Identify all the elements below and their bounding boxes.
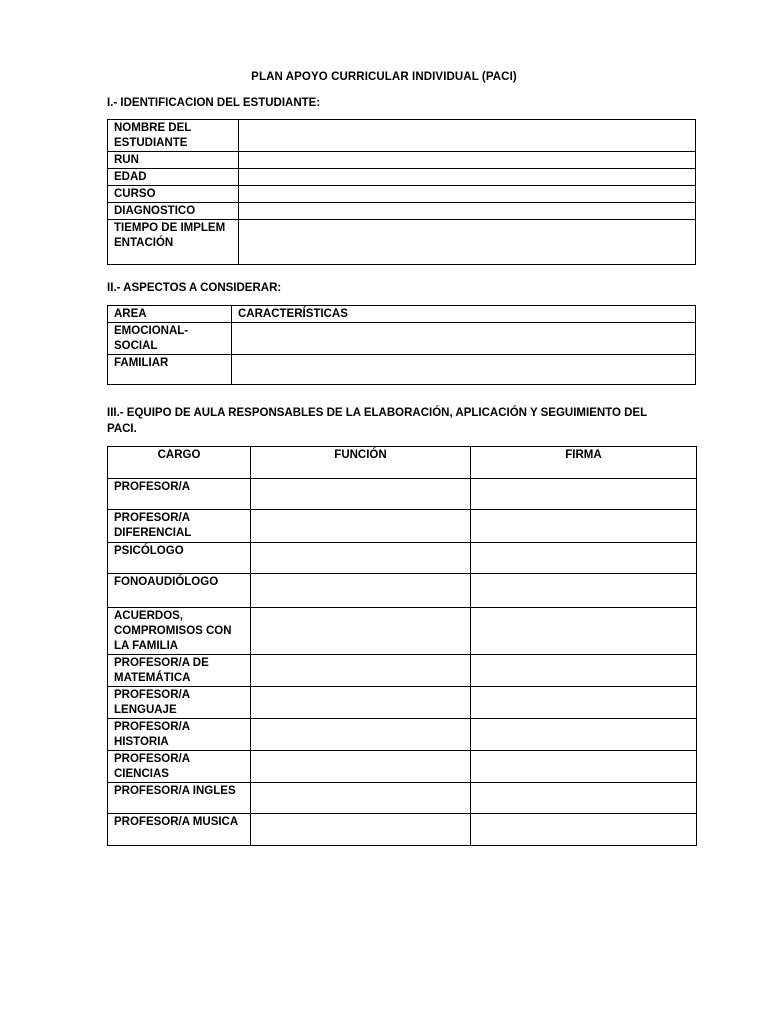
row-label-run: RUN <box>108 152 239 169</box>
section-identificacion-heading: I.- IDENTIFICACION DEL ESTUDIANTE: <box>107 97 321 109</box>
row-label-diagnostico: DIAGNOSTICO <box>108 203 239 220</box>
funcion-cell[interactable] <box>251 510 471 543</box>
table-row <box>108 323 696 355</box>
funcion-cell[interactable] <box>251 783 471 814</box>
cargo-cell: FONOAUDIÓLOGO <box>108 574 251 608</box>
cargo-cell: PROFESOR/A LENGUAJE <box>108 687 251 719</box>
cargo-cell: PROFESOR/A INGLES <box>108 783 251 814</box>
table-row <box>108 751 697 783</box>
table-header-row <box>108 447 697 479</box>
cargo-cell: PROFESOR/A MUSICA <box>108 814 251 846</box>
header-funcion: FUNCIÓN <box>251 447 471 479</box>
firma-cell[interactable] <box>471 751 697 783</box>
table-row <box>108 220 696 265</box>
cargo-cell: ACUERDOS, COMPROMISOS CON LA FAMILIA <box>108 608 251 655</box>
funcion-cell[interactable] <box>251 655 471 687</box>
equipo-table <box>107 446 697 846</box>
header-firma: FIRMA <box>471 447 697 479</box>
table-row <box>108 510 697 543</box>
header-area: AREA <box>108 306 232 323</box>
row-label-emocional-social: EMOCIONAL-SOCIAL <box>108 323 232 355</box>
field-edad[interactable] <box>239 169 696 186</box>
cargo-cell: PSICÓLOGO <box>108 543 251 574</box>
row-label-tiempo-implementacion: TIEMPO DE IMPLEMENTACIÓN <box>108 220 239 265</box>
firma-cell[interactable] <box>471 783 697 814</box>
row-label-familiar: FAMILIAR <box>108 355 232 385</box>
firma-cell[interactable] <box>471 655 697 687</box>
row-label-curso: CURSO <box>108 186 239 203</box>
firma-cell[interactable] <box>471 510 697 543</box>
field-nombre-estudiante[interactable] <box>239 120 696 152</box>
funcion-cell[interactable] <box>251 574 471 608</box>
table-row <box>108 814 697 846</box>
firma-cell[interactable] <box>471 543 697 574</box>
funcion-cell[interactable] <box>251 687 471 719</box>
section-equipo-heading: III.- EQUIPO DE AULA RESPONSABLES DE LA ELABORACIÓN, APLICACIÓN Y SEGUIMIENTO DEL PACI. <box>107 407 647 435</box>
table-row <box>108 479 697 510</box>
field-run[interactable] <box>239 152 696 169</box>
table-row <box>108 608 697 655</box>
firma-cell[interactable] <box>471 719 697 751</box>
firma-cell[interactable] <box>471 814 697 846</box>
funcion-cell[interactable] <box>251 719 471 751</box>
table-row <box>108 543 697 574</box>
field-diagnostico[interactable] <box>239 203 696 220</box>
row-label-nombre: NOMBRE DEL ESTUDIANTE <box>108 120 239 152</box>
identificacion-table <box>107 119 696 265</box>
header-caracteristicas: CARACTERÍSTICAS <box>232 306 696 323</box>
table-row <box>108 152 696 169</box>
table-row <box>108 719 697 751</box>
field-familiar[interactable] <box>232 355 696 385</box>
table-header-row <box>108 306 696 323</box>
field-curso[interactable] <box>239 186 696 203</box>
field-tiempo-implementacion[interactable] <box>239 220 696 265</box>
table-row <box>108 120 696 152</box>
funcion-cell[interactable] <box>251 751 471 783</box>
funcion-cell[interactable] <box>251 479 471 510</box>
aspectos-table <box>107 305 696 385</box>
table-row <box>108 203 696 220</box>
table-row <box>108 169 696 186</box>
firma-cell[interactable] <box>471 574 697 608</box>
table-row <box>108 783 697 814</box>
field-emocional-social[interactable] <box>232 323 696 355</box>
table-row <box>108 655 697 687</box>
table-row <box>108 186 696 203</box>
cargo-cell: PROFESOR/A DIFERENCIAL <box>108 510 251 543</box>
funcion-cell[interactable] <box>251 543 471 574</box>
row-label-edad: EDAD <box>108 169 239 186</box>
table-row <box>108 574 697 608</box>
firma-cell[interactable] <box>471 479 697 510</box>
cargo-cell: PROFESOR/A DE MATEMÁTICA <box>108 655 251 687</box>
cargo-cell: PROFESOR/A HISTORIA <box>108 719 251 751</box>
funcion-cell[interactable] <box>251 814 471 846</box>
funcion-cell[interactable] <box>251 608 471 655</box>
cargo-cell: PROFESOR/A CIENCIAS <box>108 751 251 783</box>
section-aspectos-heading: II.- ASPECTOS A CONSIDERAR: <box>107 282 282 294</box>
header-cargo: CARGO <box>108 447 251 479</box>
cargo-cell: PROFESOR/A <box>108 479 251 510</box>
table-row <box>108 687 697 719</box>
document-title: PLAN APOYO CURRICULAR INDIVIDUAL (PACI) <box>251 71 517 83</box>
table-row <box>108 355 696 385</box>
firma-cell[interactable] <box>471 687 697 719</box>
firma-cell[interactable] <box>471 608 697 655</box>
